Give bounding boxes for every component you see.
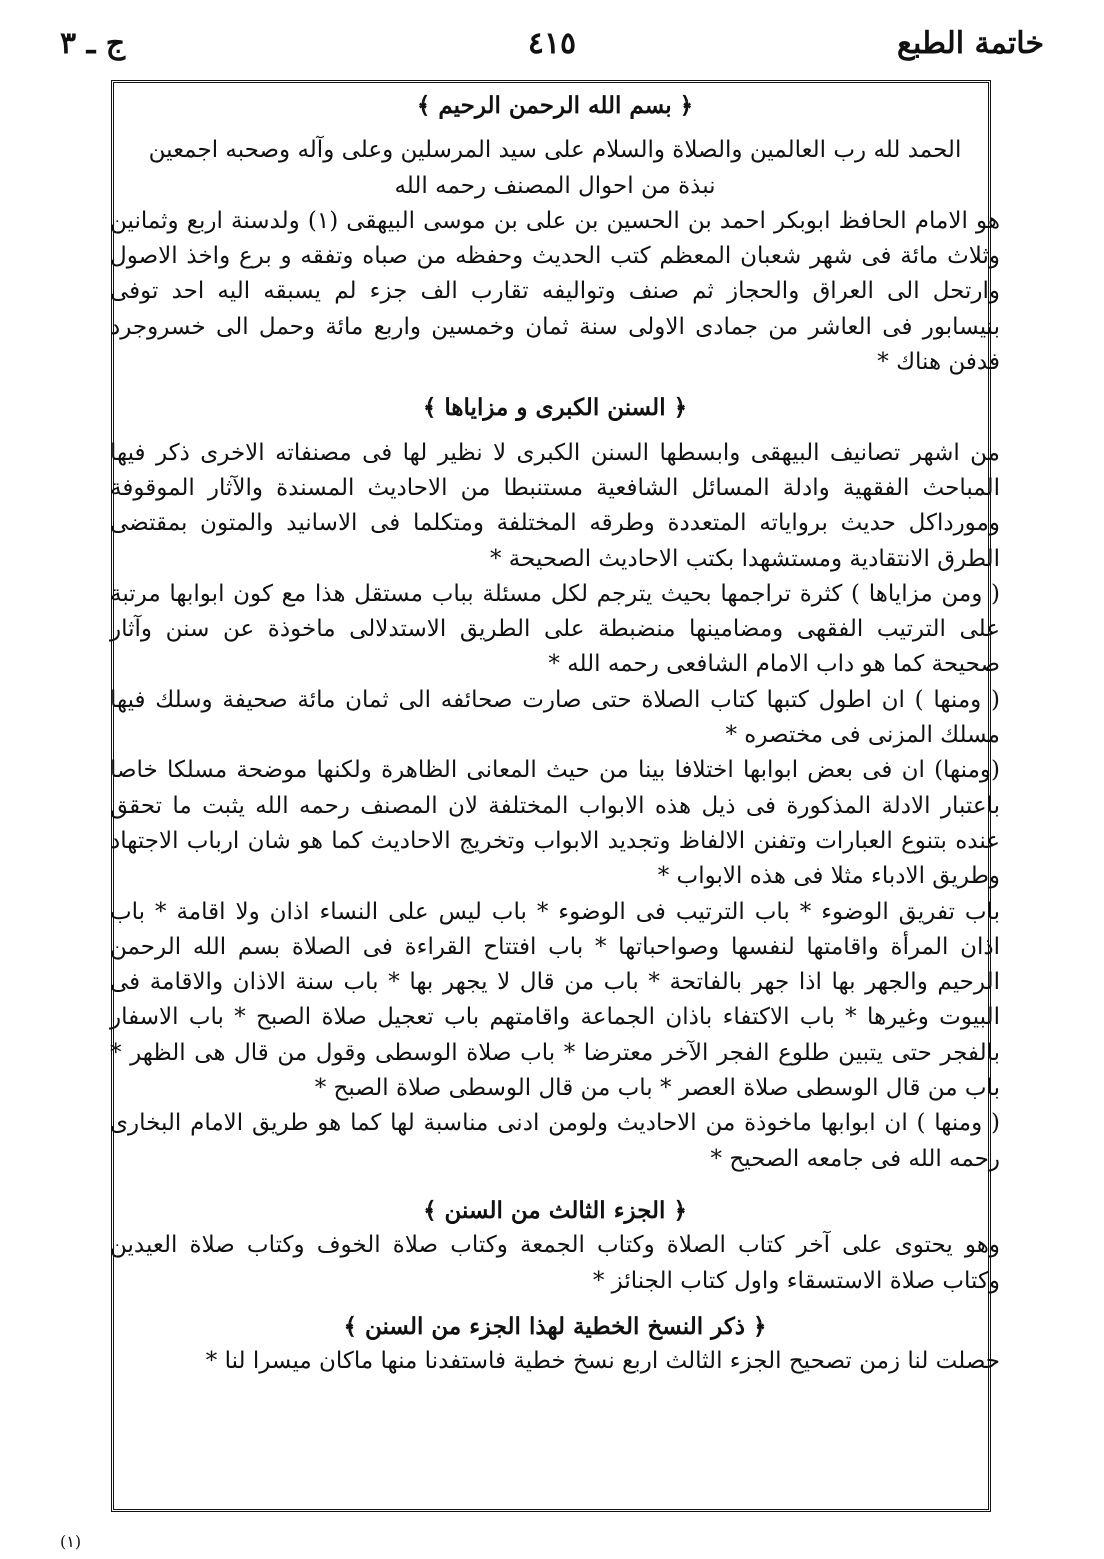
footnote-marker: (١) bbox=[60, 1532, 82, 1551]
volume-label: ج ـ ٣ bbox=[60, 26, 126, 61]
running-title: خاتمة الطبع bbox=[896, 26, 1044, 61]
third-part-contents-paragraph: وهو يحتوى على آخر كتاب الصلاة وكتاب الجمعة وكتاب صلاة الخوف وكتاب صلاة العيدين وكتاب صلاة الاستسقاء واول كتاب الجنائز * bbox=[110, 1232, 1000, 1294]
page-header bbox=[60, 20, 1044, 78]
features-paragraph-3: (ومنها) ان فى بعض ابوابها اختلافا بينا من حيث المعانى الظاهرة ولكنها موضحة مسلكا خاصا باعتبار الادلة المذكورة فى ذيل هذه الابواب المختلفة لان المصنف رحمه الله يثبت ما تحقق عنده بتنوع العبارات وتفنن الالفاظ وتجديد الابواب وتخريج الاحاديث كما هو شان ارباب الاجتهاد وطريق الادباء مثلا فى هذه الابواب * bbox=[110, 757, 1000, 890]
features-paragraph-2: ( ومنها ) ان اطول كتبها كتاب الصلاة حتى صارت صحائفه الى ثمان مائة صحيفة وسلك فيها مسلك المزنى فى مختصره * bbox=[110, 686, 1000, 749]
praise-line: الحمد لله رب العالمين والصلاة والسلام على سيد المرسلين وعلى وآله وصحبه اجمعين bbox=[148, 137, 962, 164]
sunan-intro-paragraph: من اشهر تصانيف البيهقى وابسطها السنن الكبرى لا نظير لها فى مصنفاته الاخرى ذكر فيها المباحث الفقهية وادلة المسائل الشافعية مستنبطا من الاحاديث المسندة والآثار الموقوفة ومورداكل حديث برواياته المتعددة وطرقه المختلفة ومتكلما فى الاسانيد والمتون بمقتضى الطرق الانتقادية ومستشهدا بكتب الاحاديث الصحيحة * bbox=[110, 439, 1000, 572]
features-paragraph-1: ( ومن مزاياها ) كثرة تراجمها بحيث يترجم لكل مسئلة بباب مستقل هذا مع كون ابوابها مرتبة على الترتيب الفقهى ومضامينها منضبطة على الطريق الاستدلالى ماخوذة عن سنن وآثار صحيحة كما هو داب الامام الشافعى رحمه الله * bbox=[110, 580, 1000, 678]
page-body bbox=[110, 88, 1000, 1379]
third-part-section-title: ﴿ الجزء الثالث من السنن ﴾ bbox=[423, 1196, 687, 1224]
page-number: ٤١٥ bbox=[527, 26, 577, 61]
chapter-list-paragraph: باب تفريق الوضوء * باب الترتيب فى الوضوء * باب ليس على النساء اذان ولا اقامة * باب اذان المرأة واقامتها لنفسها وصواحباتها * باب افتتاح القراءة فى الصلاة بسم الله الرحمن الرحيم والجهر بها اذا جهر بالفاتحة * باب من قال لا يجهر بها * باب سنة الاذان والاقامة فى البيوت وغيرها * باب الاكتفاء باذان الجماعة واقامتهم باب تعجيل صلاة الصبح * باب الاسفار بالفجر حتى يتبين طلوع الفجر الآخر معترضا * باب صلاة الوسطى وقول من قال هى الظهر * باب من قال الوسطى صلاة العصر * باب من قال الوسطى صلاة الصبح * bbox=[110, 898, 1000, 1102]
author-section-title: نبذة من احوال المصنف رحمه الله bbox=[394, 172, 716, 199]
manuscripts-paragraph: حصلت لنا زمن تصحيح الجزء الثالث اربع نسخ خطية فاستفدنا منها ماكان ميسرا لنا * bbox=[205, 1348, 1000, 1375]
basmala-heading: ﴿ بسم الله الرحمن الرحيم ﴾ bbox=[416, 92, 694, 119]
sunan-section-title: ﴿ السنن الكبرى و مزاياها ﴾ bbox=[422, 394, 688, 422]
author-biography-paragraph: هو الامام الحافظ ابوبكر احمد بن الحسين بن على بن موسى البيهقى (١) ولدسنة اربع وثمانين وثلاث مائة فى شهر شعبان المعظم كتب الحديث وحفظه من صباه وتفقه و برع واخذ الاصول وارتحل الى العراق والحجاز ثم صنف وتواليفه تقارب الف جزء لم يسبقه اليه احد توفى بنيسابور فى العاشر من جمادى الاولى سنة ثمان وخمسين واربع مائة وحمل الى خسروجرد فدفن هناك * bbox=[110, 207, 1001, 376]
features-paragraph-4: ( ومنها ) ان ابوابها ماخوذة من الاحاديث ولومن ادنى مناسبة لها كما هو طريق الامام البخارى رحمه الله فى جامعه الصحيح * bbox=[110, 1110, 1000, 1172]
manuscripts-section-title: ﴿ ذكر النسخ الخطية لهذا الجزء من السنن ﴾ bbox=[343, 1312, 767, 1340]
